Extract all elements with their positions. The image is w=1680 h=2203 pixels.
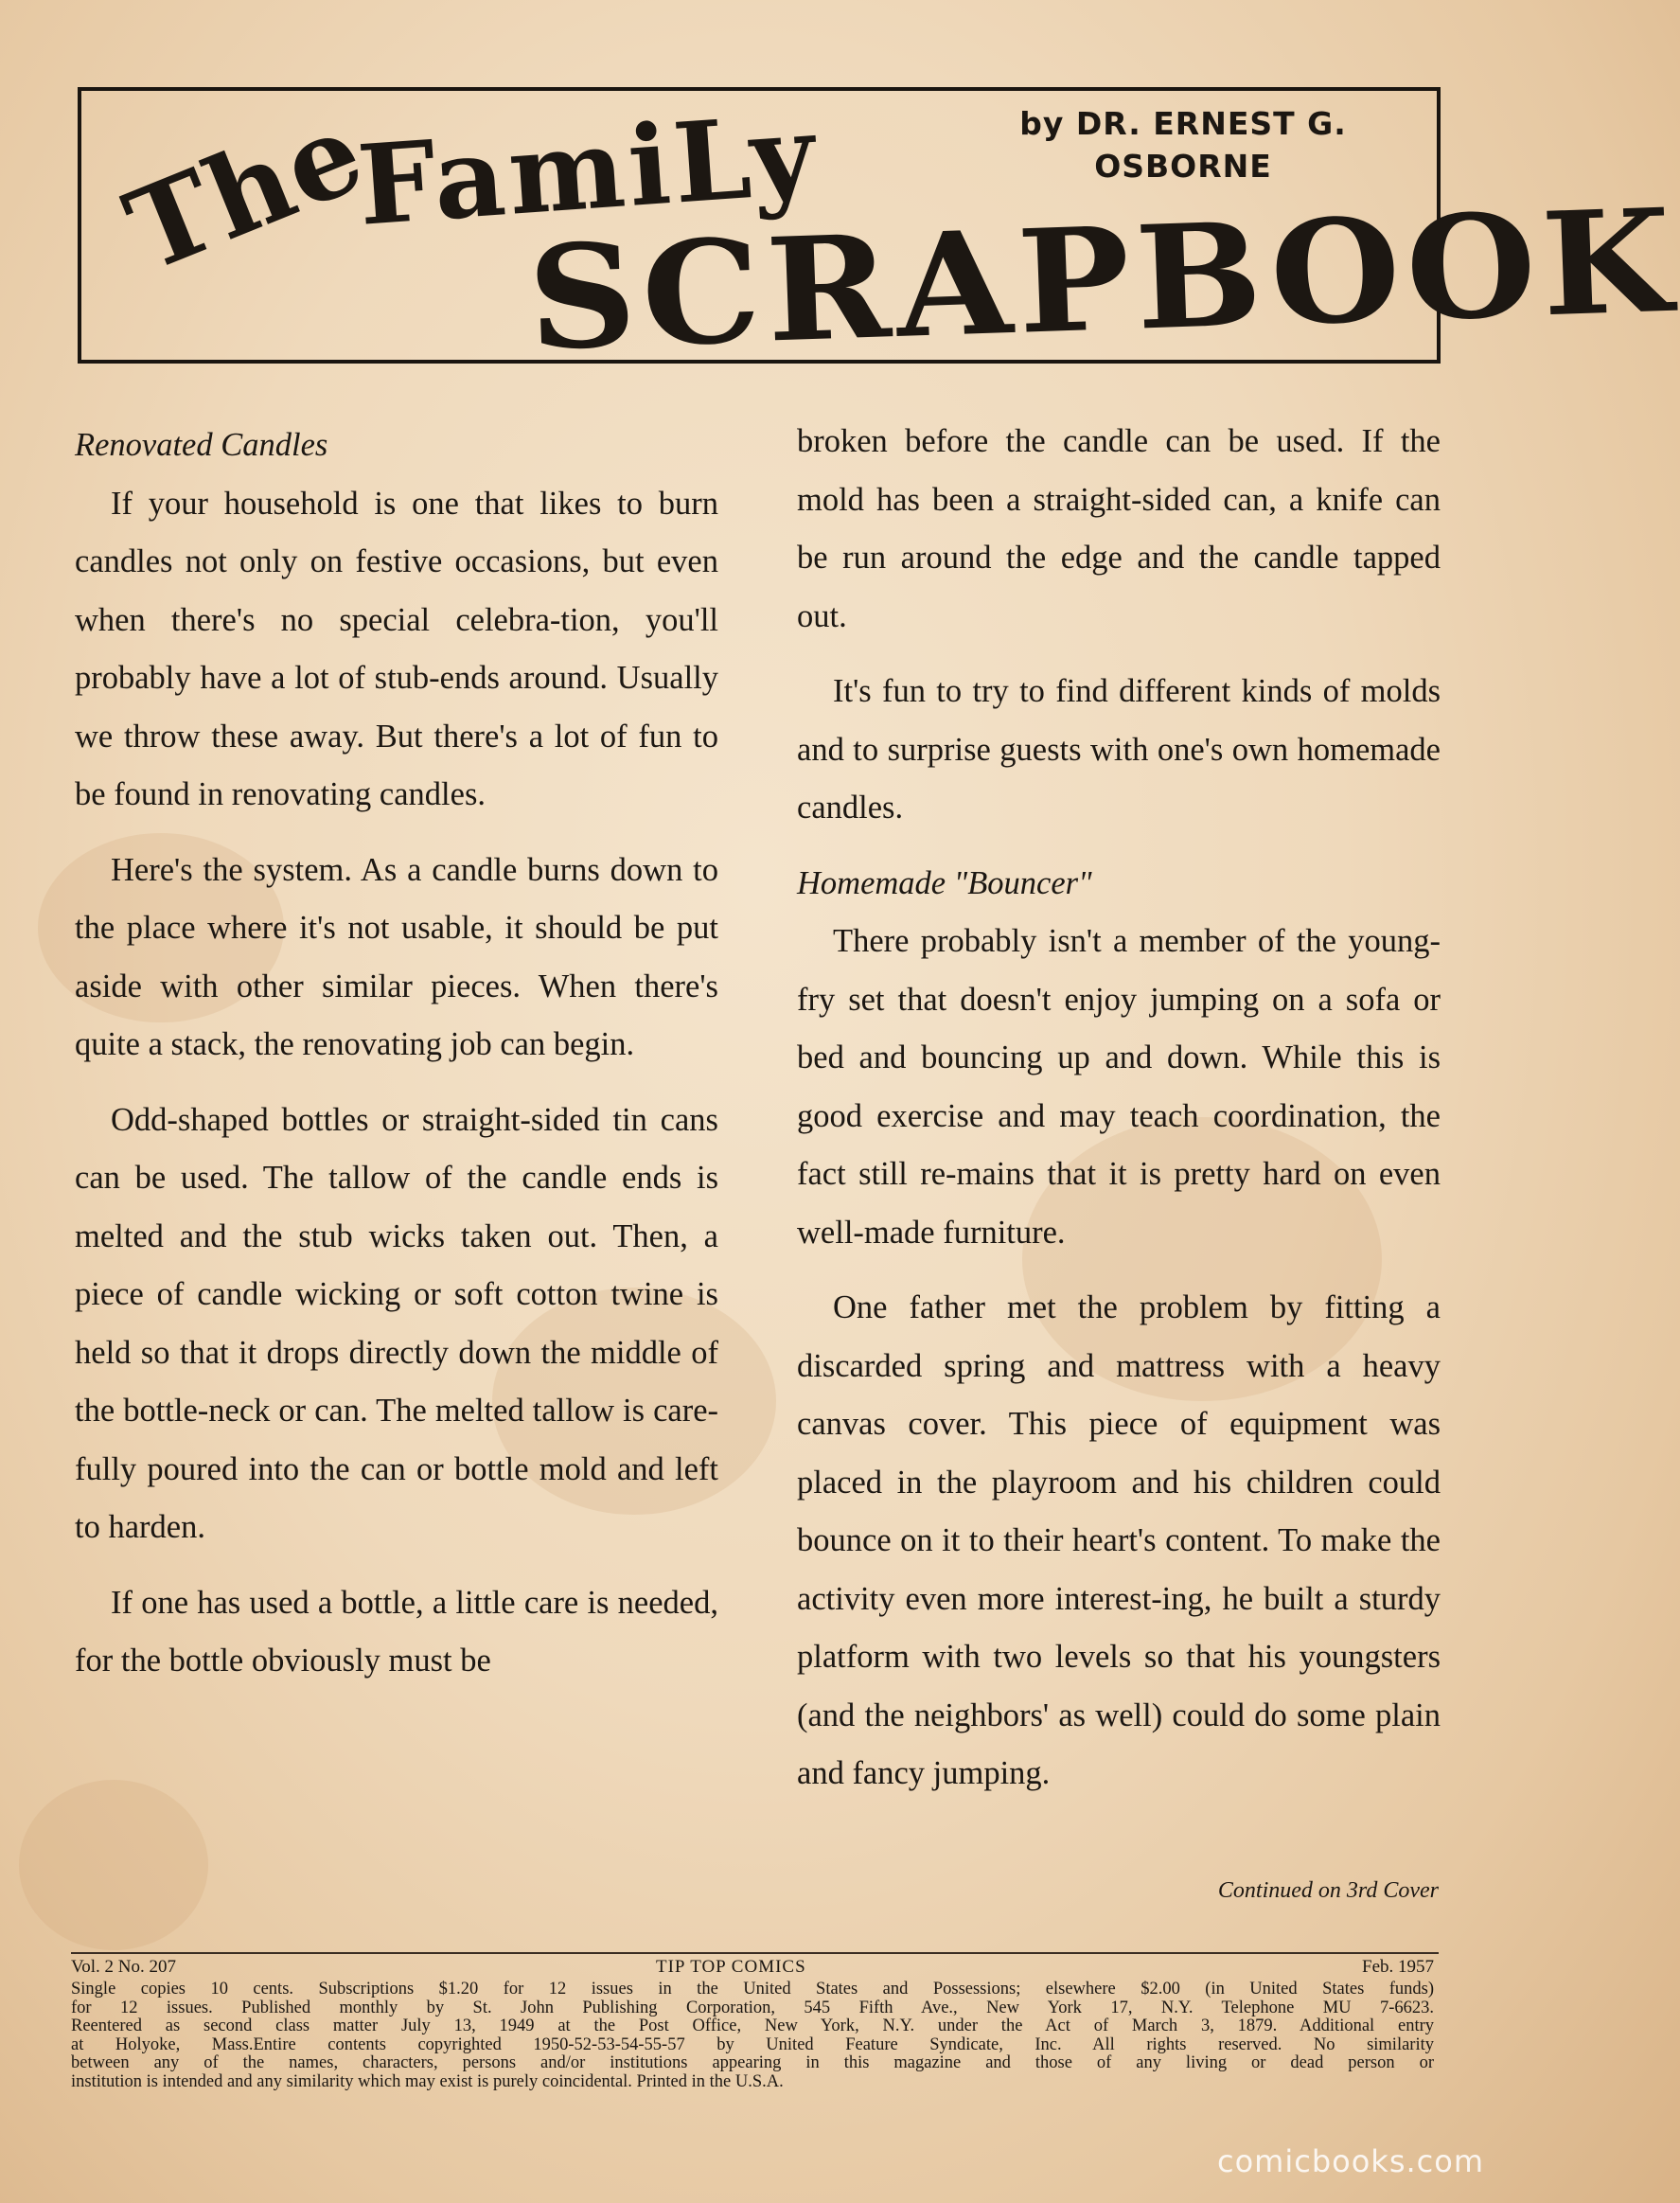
volume-number: Vol. 2 No. 207: [71, 1957, 177, 1977]
footer-line: Single copies 10 cents. Subscriptions $1.20 for 12 issues in the United States and Possessions; elsewhere $2.00 (in United States funds): [71, 1980, 1434, 1999]
paragraph: Odd-shaped bottles or straight-sided tin cans can be used. The tallow of the candle ends is melted and the stub wicks taken out. Then, a piece of candle wicking or soft cotton twine is held so that it drops directly down the middle of the bottle-neck or can. The melted tallow is care-fully poured into the can or bottle mold and left to harden.: [75, 1101, 718, 1545]
paragraph: There probably isn't a member of the young-fry set that doesn't enjoy jumping on a sofa or bed and bouncing up and down. While this is good exercise and may teach coordination, the fact still re-mains that it is pretty hard on even well-made furniture.: [797, 923, 1441, 1251]
right-column: [797, 413, 1441, 1821]
paragraph: If your household is one that likes to burn candles not only on festive occasions, but even when there's no special celebra-tion, you'll probably have a lot of stub-ends around. Usually we throw these away. But there's a lot of fun to be found in renovating candles.: [75, 485, 718, 812]
paragraph: If one has used a bottle, a little care is needed, for the bottle obviously must be: [75, 1584, 718, 1679]
paper-stain: [19, 1780, 208, 1950]
byline-line-2: OSBORNE: [1094, 148, 1272, 185]
publication-footer: [71, 1958, 1434, 2091]
watermark: comicbooks.com: [1216, 2143, 1484, 2179]
title-scrapbook: SCRAPBOOK: [525, 177, 1680, 382]
section-heading-bouncer: Homemade "Bouncer": [797, 864, 1092, 901]
paragraph: broken before the candle can be used. If the mold has been a straight-sided can, a knife can be run around the edge and the candle tapped out.: [797, 423, 1441, 634]
footer-line: for 12 issues. Published monthly by St. John Publishing Corporation, 545 Fifth Ave., New York 17, N.Y. Telephone MU 7-6623.: [71, 1998, 1434, 2017]
title-family: FamiLy: [353, 90, 822, 251]
paragraph: It's fun to try to find different kinds of molds and to surprise guests with one's own homemade candles.: [797, 673, 1441, 826]
issue-date: Feb. 1957: [1362, 1957, 1434, 1977]
footer-line: institution is intended and any similarity which may exist is purely coincidental. Printed in the U.S.A.: [71, 2071, 784, 2091]
left-column: [75, 417, 718, 1708]
footer-line: Reentered as second class matter July 13, 1949 at the Post Office, New York, N.Y. under the Act of March 3, 1879. Additional entry: [71, 2016, 1434, 2035]
footer-line: between any of the names, characters, persons and/or institutions appearing in this magazine and those of any living or dead person or: [71, 2053, 1434, 2072]
footer-masthead: [71, 1958, 1434, 1981]
section-heading-candles: Renovated Candles: [75, 427, 328, 463]
continued-note: Continued on 3rd Cover: [1217, 1878, 1439, 1903]
title-the: The: [109, 84, 382, 297]
footer-divider: [71, 1952, 1439, 1954]
footer-line: at Holyoke, Mass.Entire contents copyrighted 1950-52-53-54-55-57 by United Feature Syndicate, Inc. All rights reserved. No similarity: [71, 2034, 1434, 2054]
paragraph: One father met the problem by fitting a discarded spring and mattress with a heavy canvas cover. This piece of equipment was placed in the playroom and his children could bounce on it to their heart's content. To make the activity even more interest-ing, he built a sturdy platform with two levels so that his youngsters (and the neighbors' as well) could do some plain and fancy jumping.: [797, 1289, 1441, 1791]
byline: [984, 102, 1382, 187]
magazine-name: TIP TOP COMICS: [656, 1957, 806, 1977]
paragraph: Here's the system. As a candle burns down to the place where it's not usable, it should be put aside with other similar pieces. When there's quite a stack, the renovating job can begin.: [75, 851, 718, 1062]
byline-line-1: by DR. ERNEST G.: [1019, 105, 1347, 142]
